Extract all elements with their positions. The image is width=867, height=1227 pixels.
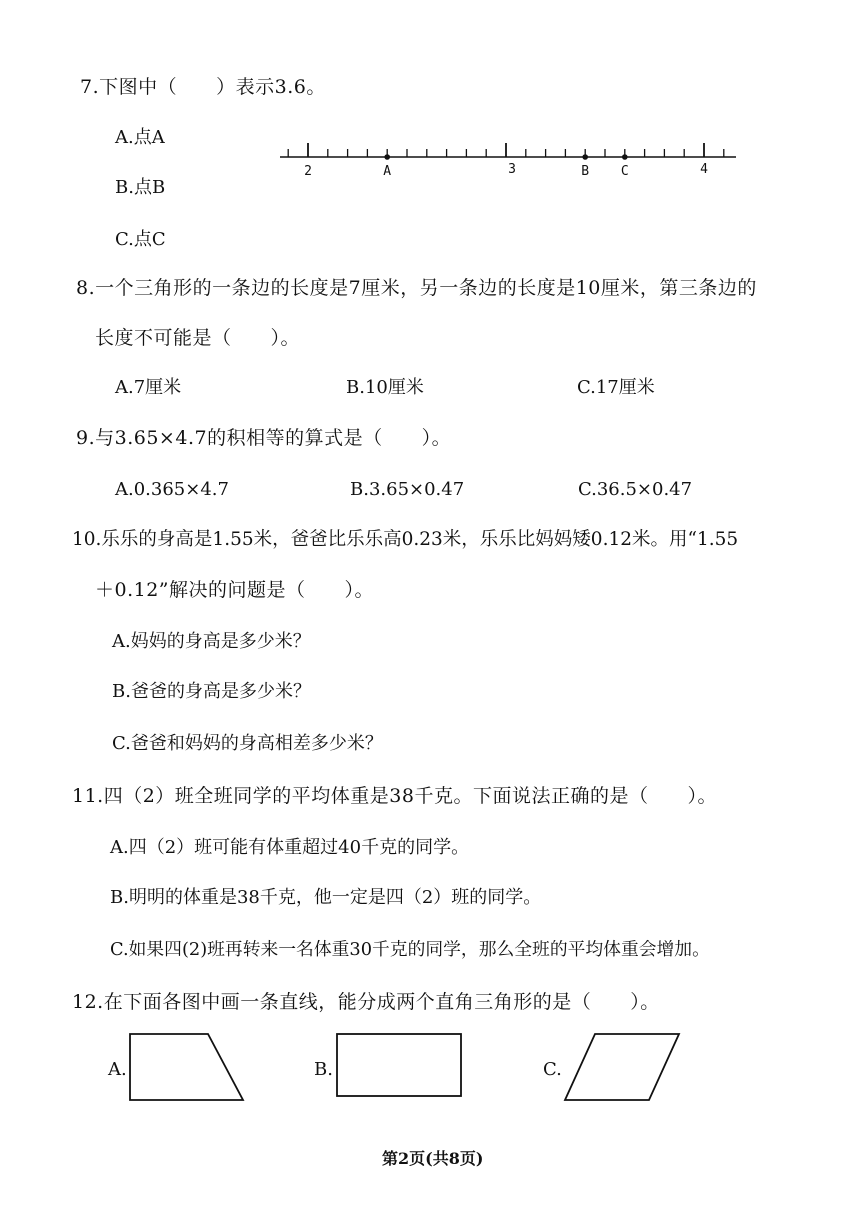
point-c [622, 154, 628, 160]
q10-stem-line1: 10.乐乐的身高是1.55米，爸爸比乐乐高0.23米，乐乐比妈妈矮0.12米。用“1.55 [72, 529, 739, 550]
number-line [280, 135, 740, 185]
page-footer: 第2页(共8页) [382, 1149, 484, 1168]
tick-label-2: 2 [304, 164, 312, 179]
q8-stem-line2: 长度不可能是（ ）。 [95, 327, 301, 349]
rectangle-figure [335, 1032, 465, 1102]
q7-option-b: B.点B [115, 177, 166, 198]
q12-option-c-label: C. [543, 1059, 562, 1080]
point-a [384, 154, 390, 160]
q9-option-b: B.3.65×0.47 [350, 479, 465, 500]
q9-stem: 9.与3.65×4.7的积相等的算式是（ ）。 [76, 427, 452, 449]
q8-stem-line1: 8.一个三角形的一条边的长度是7厘米，另一条边的长度是10厘米，第三条边的 [76, 277, 757, 299]
q10-stem-line2: ＋0.12”解决的问题是（ ）。 [95, 579, 375, 601]
point-b [582, 154, 588, 160]
q12-option-a-label: A. [108, 1059, 127, 1080]
q8-option-b: B.10厘米 [346, 377, 424, 398]
q11-option-b: B.明明的体重是38千克，他一定是四（2）班的同学。 [110, 887, 542, 908]
q9-option-c: C.36.5×0.47 [578, 479, 693, 500]
point-label-c: C [620, 164, 629, 179]
q10-option-b: B.爸爸的身高是多少米？ [112, 681, 311, 702]
point-label-b: B [581, 164, 590, 179]
q12-stem: 12.在下面各图中画一条直线，能分成两个直角三角形的是（ ）。 [72, 991, 660, 1013]
number-line-ticks [288, 143, 724, 157]
q11-option-c: C.如果四(2)班再转来一名体重30千克的同学，那么全班的平均体重会增加。 [110, 939, 710, 960]
tick-label-4: 4 [700, 162, 708, 177]
q8-option-a: A.7厘米 [115, 377, 182, 398]
trapezoid-figure [128, 1032, 248, 1102]
q12-option-b-label: B. [314, 1059, 333, 1080]
q7-option-a: A.点A [115, 127, 165, 148]
q7-stem: 7.下图中（ ）表示3.6。 [80, 76, 326, 98]
q11-option-a: A.四（2）班可能有体重超过40千克的同学。 [110, 837, 470, 858]
q8-option-c: C.17厘米 [577, 377, 655, 398]
q10-option-c: C.爸爸和妈妈的身高相差多少米？ [112, 733, 383, 754]
q11-stem: 11.四（2）班全班同学的平均体重是38千克。下面说法正确的是（ ）。 [72, 785, 717, 807]
tick-label-3: 3 [508, 162, 516, 177]
q9-option-a: A.0.365×4.7 [115, 479, 229, 500]
parallelogram-figure [563, 1032, 683, 1102]
q7-option-c: C.点C [115, 229, 166, 250]
q10-option-a: A.妈妈的身高是多少米？ [112, 631, 311, 652]
point-label-a: A [383, 164, 392, 179]
